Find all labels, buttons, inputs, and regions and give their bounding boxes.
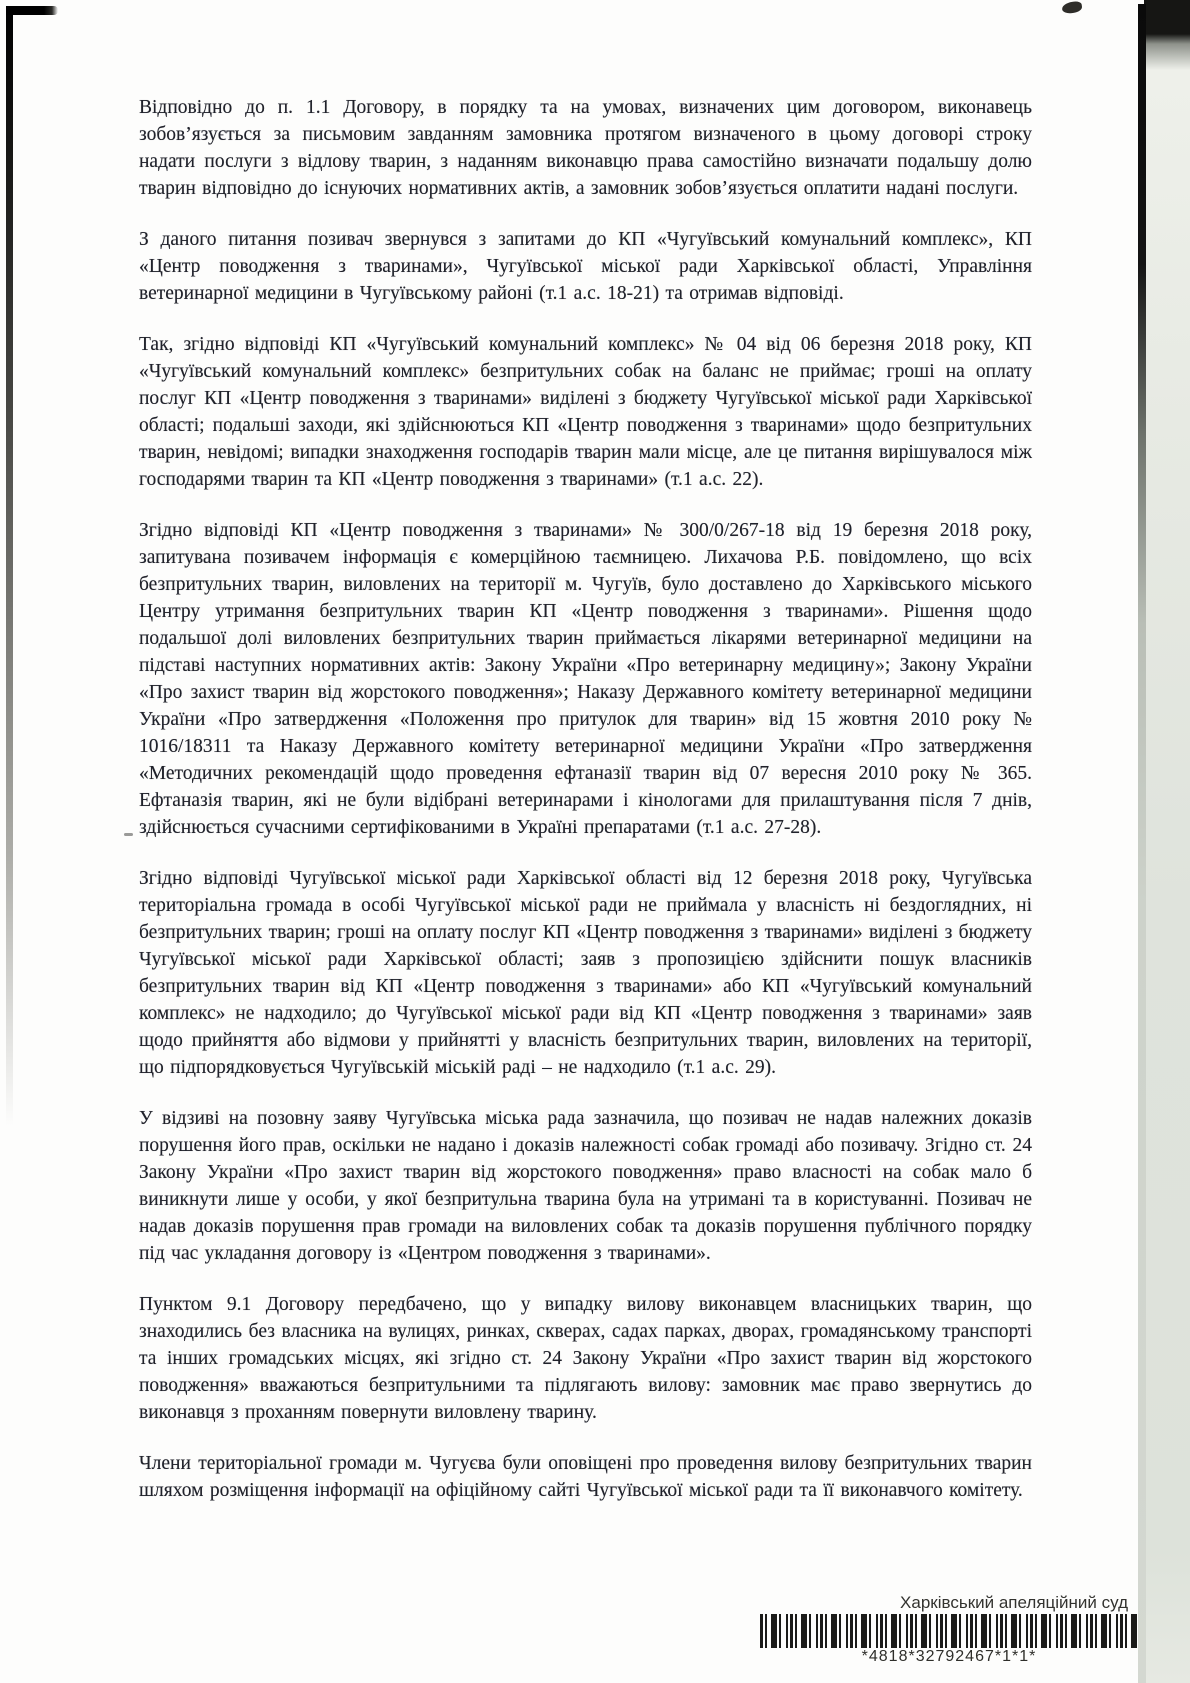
barcode <box>760 1614 1138 1648</box>
paragraph-community-notice: Члени територіальної громади м. Чугуєва були оповіщені про проведення вилову безпритульних тварин шляхом розміщення інформації на офіційному сайті Чугуївської міської ради та її виконавчого комітету. <box>139 1453 1032 1501</box>
paragraph-city-council-reply: Згідно відповіді Чугуївської міської ради Харківської області від 12 березня 2018 року, Чугуївська територіальна громада в особі Чугуївської міської ради не приймала у власність ні бездоглядних, ні безпритульних тварин; гроші на оплату послуг КП «Центр поводження з тваринами» виділені з бюджету Чугуївської міської ради Харківської області; заяв з пропозицією здійснити пошук власників безпритульних тварин від КП «Центр поводження з тваринами» або КП «Чугуївський комунальний комплекс» не надходило; до Чугуївської міської ради від КП «Центр поводження з тваринами» заяв щодо прийняття або відмови у прийнятті у власність безпритульних тварин, виловлених на території, що підпорядковується Чугуївській міській раді – не надходило (т.1 а.с. 29). <box>139 868 1032 1078</box>
barcode-number: *4818*32792467*1*1* <box>856 1648 1043 1666</box>
barcode-block <box>760 1593 1138 1666</box>
paragraph-plaintiff-requests: З даного питання позивач звернувся з запитами до КП «Чугуївський комунальний комплекс», КП «Центр поводження з тваринами», Чугуївської міської ради Харківської області, Управління ветеринарної медицини в Чугуївському районі (т.1 а.с. 18-21) та отримав відповіді. <box>139 229 1032 304</box>
scan-artifact-smudge <box>1061 1 1082 15</box>
scan-artifact-left-line <box>6 6 13 1156</box>
paragraph-contract-9-1: Пунктом 9.1 Договору передбачено, що у випадку вилову виконавцем власницьких тварин, що знаходились без власника на вулицях, ринках, скверах, садах парках, дворах, громадянському транспорті та інших громадських місцях, які згідно ст. 24 Закону України «Про захист тварин від жорстокого поводження» вважаються безпритульними та підлягають вилову: замовник має право звернутись до виконавця з проханням повернути виловлену тварину. <box>139 1294 1032 1423</box>
scan-artifact-dash <box>124 833 133 836</box>
paragraph-contract-1-1: Відповідно до п. 1.1 Договору, в порядку та на умовах, визначених цим договором, виконавець зобов’язується за письмовим завданням замовника протягом визначеного в цьому договорі строку надати послуги з відлову тварин, з наданням виконавцю права самостійно визначати подальшу долю тварин відповідно до існуючих нормативних актів, а замовник зобов’язується оплатити надані послуги. <box>139 97 1032 199</box>
scan-artifact-corner-bracket <box>6 6 58 15</box>
scanner-background-strip <box>1144 0 1190 1683</box>
paragraph-council-objection: У відзиві на позовну заяву Чугуївська міська рада зазначила, що позивач не надав належних доказів порушення його прав, оскільки не надано і доказів належності собак громаді або позивачу. Згідно ст. 24 Закону України «Про захист тварин від жорстокого поводження» право власності на собак мало б виникнути лише у особи, у якої безпритульна тварина була на утримані та в користуванні. Позивач не надав доказів порушення прав громади на виловлених собак та доказів порушення публічного порядку під час укладання договору із «Центром поводження з тваринами». <box>139 1108 1032 1264</box>
court-name-label: Харківський апеляційний суд <box>900 1593 1128 1612</box>
paragraph-communal-complex-reply: Так, згідно відповіді КП «Чугуївський комунальний комплекс» № 04 від 06 березня 2018 року, КП «Чугуївський комунальний комплекс» безпритульних собак на баланс не приймає; гроші на оплату послуг КП «Центр поводження з тваринами» виділені з бюджету Чугуївської міської ради Харківської області; подальші заходи, які здійснюються КП «Центр поводження з тваринами» щодо безпритульних тварин, невідомі; випадки знаходження господарів тварин мали місце, але це питання вирішувалося між господарями тварин та КП «Центр поводження з тваринами» (т.1 а.с. 22). <box>139 334 1032 490</box>
page-edge-shadow <box>1138 4 1146 1683</box>
paragraph-animal-center-reply: Згідно відповіді КП «Центр поводження з тваринами» № 300/0/267-18 від 19 березня 2018 року, запитувана позивачем інформація є комерційною таємницею. Лихачова Р.Б. повідомлено, що всіх безпритульних тварин, виловлених на території м. Чугуїв, було доставлено до Харківського міського Центру утримання безпритульних тварин КП «Центр поводження з тваринами». Рішення щодо подальшої долі виловлених безпритульних тварин приймається лікарями ветеринарної медицини на підставі наступних нормативних актів: Закону України «Про ветеринарну медицину»; Закону України «Про захист тварин від жорстокого поводження»; Наказу Державного комітету ветеринарної медицини України «Про затвердження «Положення про притулок для тварин» від 15 жовтня 2010 року № 1016/18311 та Наказу Державного комітету ветеринарної медицини України «Про затвердження «Методичних рекомендацій щодо проведення ефтаназії тварин від 07 вересня 2010 року № 365. Ефтаназія тварин, які не були відібрані ветеринарами і кінологами для прилаштування після 7 днів, здійснюється сучасними сертифікованими в Україні препаратами (т.1 а.с. 27-28). <box>139 520 1032 838</box>
document-body <box>139 94 1032 1528</box>
